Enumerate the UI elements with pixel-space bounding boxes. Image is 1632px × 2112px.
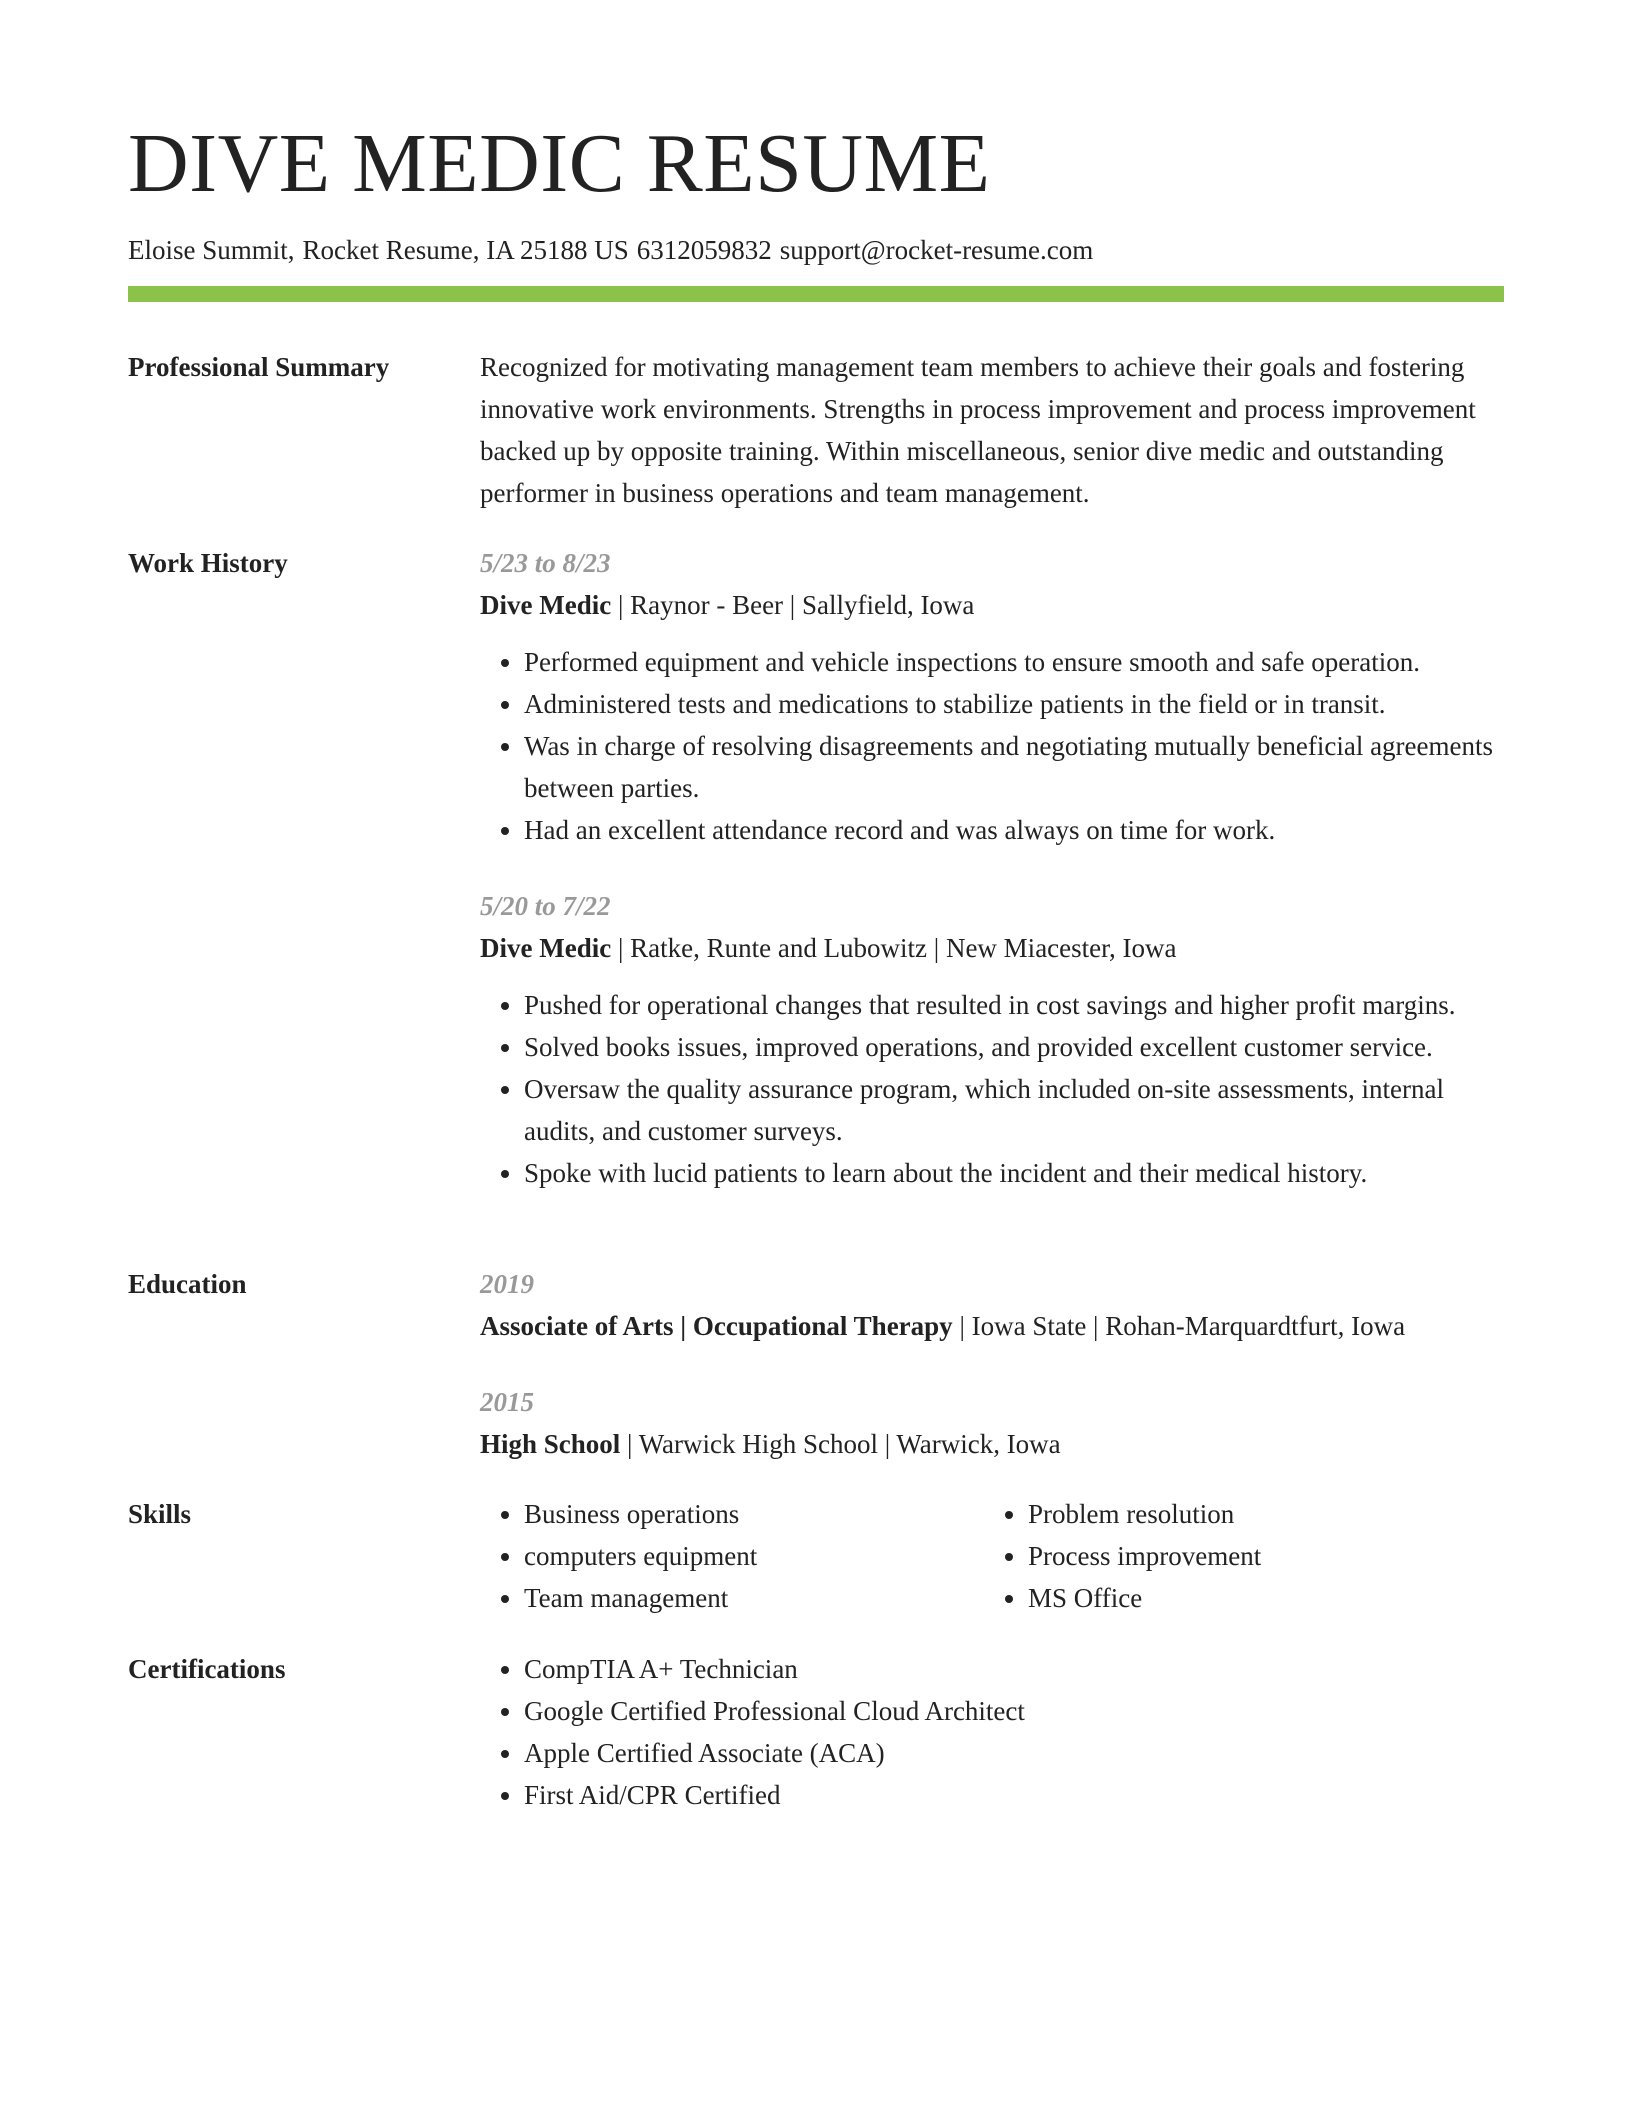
certifications-list <box>480 1648 1504 1816</box>
education-degree-line <box>480 1423 1504 1465</box>
education-degree-line <box>480 1305 1504 1347</box>
education-year: 2015 <box>480 1387 534 1417</box>
skills-label: Skills <box>128 1499 192 1529</box>
contact-name: Eloise Summit, <box>128 235 295 265</box>
job-role <box>480 927 1504 969</box>
summary-body <box>480 346 1504 514</box>
skills-body <box>480 1493 1504 1619</box>
job-bullet: • Was in charge of resolving disagreements and negotiating mutually beneficial agreements between parties. <box>524 725 1504 809</box>
education-entry <box>480 1263 1504 1347</box>
education-body <box>480 1263 1504 1465</box>
certification-item: • CompTIA A+ Technician <box>524 1648 1504 1690</box>
certification-item: • First Aid/CPR Certified <box>524 1774 1504 1816</box>
job-bullet: • Solved books issues, improved operations, and provided excellent customer service. <box>524 1026 1504 1068</box>
job-bullet: • Performed equipment and vehicle inspections to ensure smooth and safe operation. <box>524 641 1504 683</box>
skill-item: • MS Office <box>1028 1577 1488 1619</box>
job-bullet: • Oversaw the quality assurance program, which included on-site assessments, internal audits, and customer surveys. <box>524 1068 1504 1152</box>
job-entry <box>480 885 1504 1194</box>
job-bullet: • Spoke with lucid patients to learn about the incident and their medical history. <box>524 1152 1504 1194</box>
work-history-body <box>480 542 1504 1194</box>
contact-location: Rocket Resume, IA 25188 US <box>302 235 629 265</box>
job-bullet: • Administered tests and medications to stabilize patients in the field or in transit. <box>524 683 1504 725</box>
job-dates: 5/23 to 8/23 <box>480 548 611 578</box>
summary-label: Professional Summary <box>128 352 390 382</box>
job-bullet: • Had an excellent attendance record and was always on time for work. <box>524 809 1504 851</box>
skill-item: • Process improvement <box>1028 1535 1488 1577</box>
summary-text: Recognized for motivating management team members to achieve their goals and fostering innovative work environments. Strengths in process improvement and process improvement backed up by opposite training. Within miscellaneous, senior dive medic and outstanding performer in business operations and team management. <box>480 352 1476 508</box>
education-degree: Associate of Arts | Occupational Therapy <box>480 1311 953 1341</box>
job-title: Dive Medic <box>480 933 612 963</box>
job-bullet: • Pushed for operational changes that resulted in cost savings and higher profit margins. <box>524 984 1504 1026</box>
education-label: Education <box>128 1269 247 1299</box>
skill-item: • Team management <box>524 1577 984 1619</box>
education-year: 2019 <box>480 1269 534 1299</box>
contact-phone: 6312059832 <box>636 235 772 265</box>
skills-column-right <box>984 1493 1488 1619</box>
work-history-label: Work History <box>128 548 288 578</box>
skill-item: • computers equipment <box>524 1535 984 1577</box>
skills-column-left <box>480 1493 984 1619</box>
contact-line <box>128 232 1093 268</box>
job-details: | Raynor - Beer | Sallyfield, Iowa <box>611 590 975 620</box>
certification-item: • Google Certified Professional Cloud Architect <box>524 1690 1504 1732</box>
job-bullets <box>480 641 1504 851</box>
skills-grid <box>480 1493 1504 1619</box>
education-details: | Iowa State | Rohan-Marquardtfurt, Iowa <box>952 1311 1406 1341</box>
certification-item: • Apple Certified Associate (ACA) <box>524 1732 1504 1774</box>
job-details: | Ratke, Runte and Lubowitz | New Miacester, Iowa <box>611 933 1177 963</box>
job-role <box>480 584 1504 626</box>
contact-email: support@rocket-resume.com <box>779 235 1094 265</box>
education-entry <box>480 1381 1504 1465</box>
skill-item: • Business operations <box>524 1493 984 1535</box>
page-title: DIVE MEDIC RESUME <box>128 117 991 210</box>
education-degree: High School <box>480 1429 621 1459</box>
certifications-label: Certifications <box>128 1654 286 1684</box>
job-entry <box>480 542 1504 851</box>
education-details: | Warwick High School | Warwick, Iowa <box>620 1429 1061 1459</box>
job-bullets <box>480 984 1504 1194</box>
accent-divider <box>128 286 1504 302</box>
skill-item: • Problem resolution <box>1028 1493 1488 1535</box>
job-dates: 5/20 to 7/22 <box>480 891 611 921</box>
certifications-body <box>480 1648 1504 1816</box>
job-title: Dive Medic <box>480 590 612 620</box>
